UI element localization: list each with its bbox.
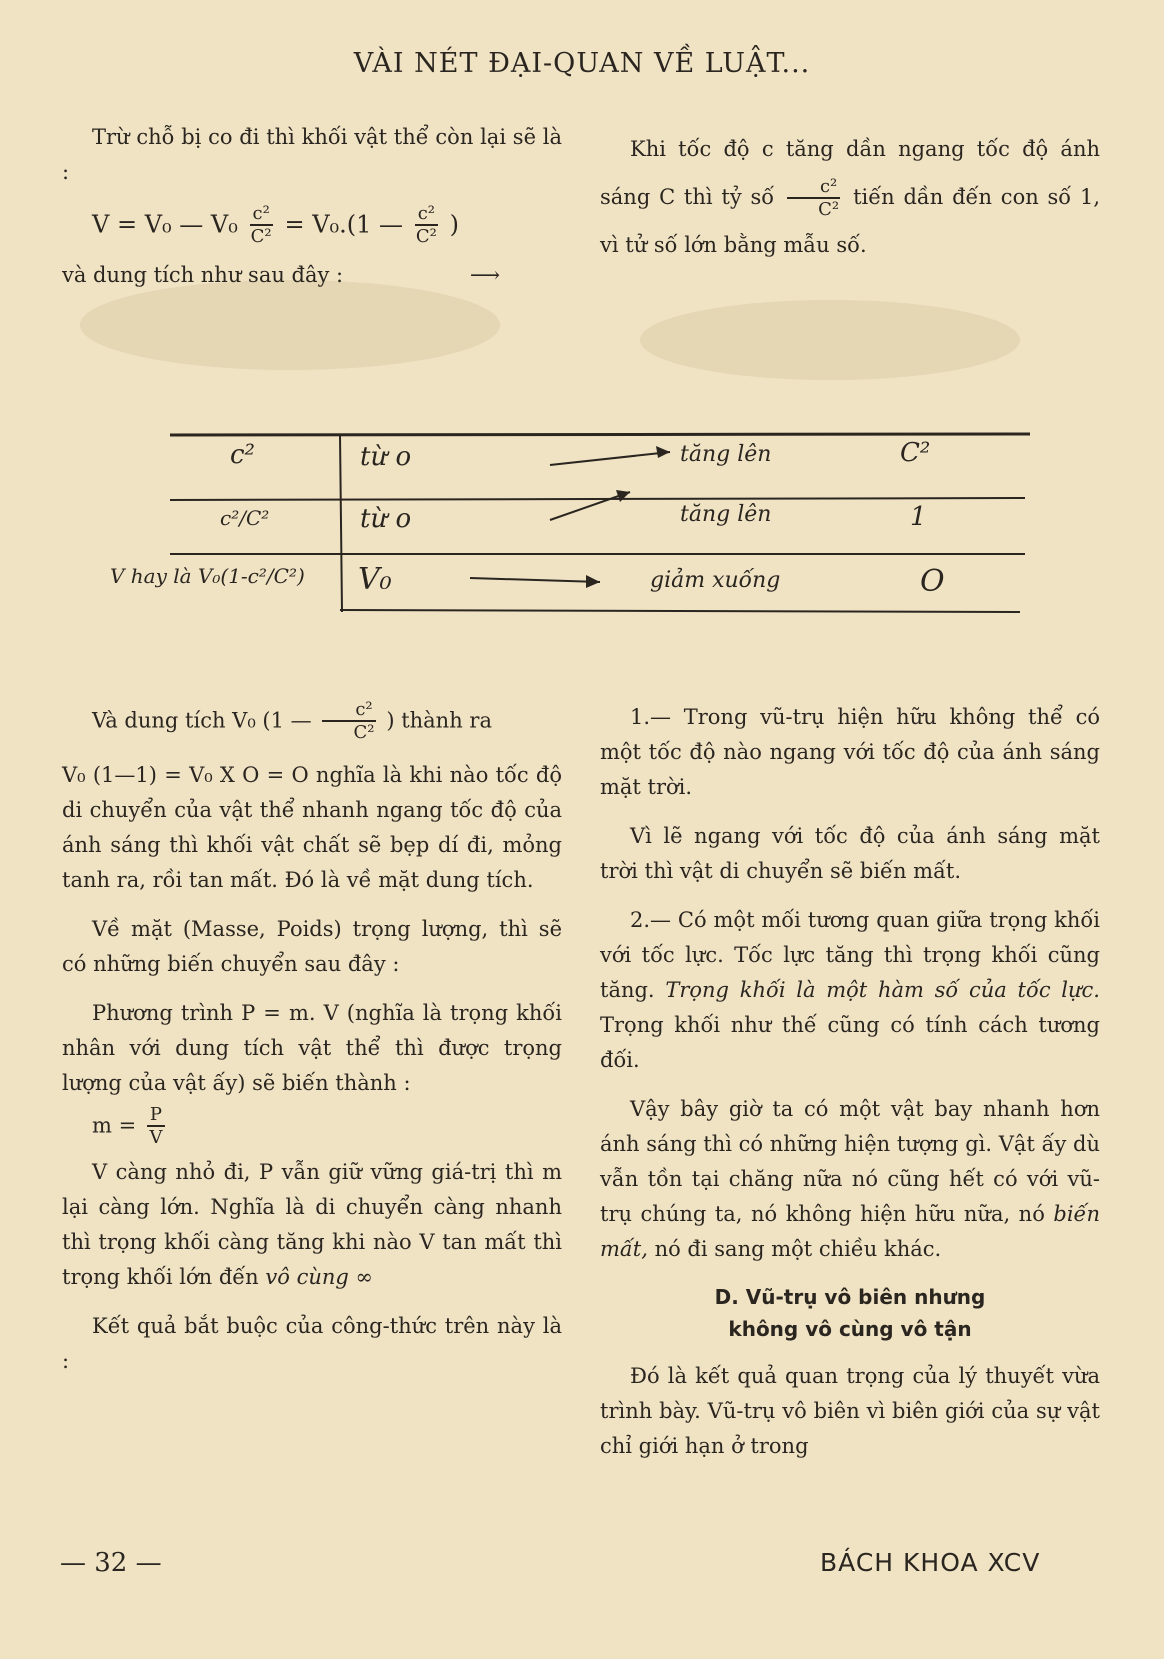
paragraph: Trừ chỗ bị co đi thì khối vật thể còn lại sẽ là : [62, 125, 562, 184]
formula-text: V = V₀ — V₀ [92, 210, 238, 239]
fraction-numerator: c² [250, 204, 273, 226]
fraction [250, 204, 273, 248]
fraction [322, 700, 375, 744]
volume-formula [92, 204, 562, 248]
fraction-denominator: C² [415, 226, 437, 247]
row-to: 1 [910, 502, 927, 532]
fraction-numerator: c² [415, 204, 438, 226]
handwritten-table [110, 430, 1040, 620]
paragraph-text: Khi tốc độ c tăng dần ngang tốc độ ánh sáng C thì tỷ số [600, 137, 1100, 209]
emphasis-text: vô cùng [265, 1265, 349, 1289]
paragraph: Về mặt (Masse, Poids) trọng lượng, thì sẽ có những biến chuyển sau đây : [62, 917, 562, 976]
formula-text: ) [449, 210, 459, 239]
paragraph [600, 1092, 1100, 1267]
paragraph-text: nó đi sang một chiều khác. [654, 1237, 942, 1261]
row-label: V hay là V₀(1-c²/C²) [110, 564, 305, 588]
paragraph [62, 700, 562, 744]
section-heading-line: không vô cùng vô tận [728, 1317, 972, 1341]
page-number: — 32 — [60, 1548, 162, 1578]
paragraph: Kết quả bắt buộc của công-thức trên này là : [62, 1314, 562, 1373]
emphasis-text: biến mất, [600, 1202, 1100, 1261]
fraction-numerator: c² [787, 177, 840, 199]
row-label: c²/C² [220, 506, 270, 530]
fraction-numerator: P [147, 1105, 165, 1127]
left-top-column [62, 120, 562, 307]
fraction-denominator: C² [250, 226, 272, 247]
row-change: tăng lên [680, 442, 772, 467]
section-heading-line: D. Vũ-trụ vô biên nhưng [714, 1285, 986, 1309]
right-bottom-column [600, 700, 1100, 1478]
paragraph-text: và dung tích như sau đây : [62, 263, 344, 287]
fraction [415, 204, 438, 248]
fraction-denominator: C² [818, 198, 840, 220]
formula-text: m = [92, 1113, 137, 1138]
infinity-symbol: ∞ [355, 1265, 374, 1289]
paragraph [62, 1155, 562, 1295]
mass-formula [92, 1105, 562, 1149]
row-from: từ o [360, 442, 412, 472]
left-bottom-column [62, 700, 562, 1393]
page-header: VÀI NÉT ĐẠI-QUAN VỀ LUẬT... [353, 48, 811, 79]
row-from: từ o [360, 504, 412, 534]
row-label: c² [230, 440, 255, 470]
paragraph [600, 903, 1100, 1078]
fraction [787, 177, 840, 221]
row-to: O [920, 564, 945, 599]
emphasis-text: Trọng khối là một hàm số của tốc lực. [665, 978, 1100, 1002]
section-heading [600, 1281, 1100, 1345]
paragraph [62, 258, 562, 293]
paragraph-text: Vậy bây giờ ta có một vật bay nhanh hơn ánh sáng thì có những hiện tượng gì. Vật ấy dù vẫn tồn tại chăng nữa nó cũng hết có với vũ-trụ chúng ta, nó không hiện hữu nữa, nó [600, 1097, 1100, 1226]
paragraph-text: V càng nhỏ đi, P vẫn giữ vững giá-trị thì m lại càng lớn. Nghĩa là di chuyển càng nhanh thì trọng khối càng tăng khi nào V tan mất thì trọng khối lớn đến [62, 1160, 562, 1289]
fraction-denominator: V [149, 1127, 163, 1148]
paragraph-text: ) thành ra [386, 708, 492, 733]
paragraph-text: Trọng khối như thế cũng có tính cách tương đối. [600, 1013, 1100, 1072]
paragraph: Phương trình P = m. V (nghĩa là trọng khối nhân với dung tích vật thể thì được trọng lượng của vật ấy) sẽ biến thành : [62, 1001, 562, 1095]
paper-stain [640, 300, 1020, 380]
fraction-numerator: c² [322, 700, 375, 722]
right-top-column [600, 125, 1100, 283]
paragraph-text: 2.— Có một mối tương quan giữa trọng khối với tốc lực. Tốc lực tăng thì trọng khối cũng tăng. [600, 908, 1100, 1002]
publication-name: BÁCH KHOA XCV [820, 1548, 1041, 1577]
paragraph: Vì lẽ ngang với tốc độ của ánh sáng mặt trời thì vật di chuyển sẽ biến mất. [600, 824, 1100, 883]
paragraph: V₀ (1—1) = V₀ X O = O nghĩa là khi nào tốc độ di chuyển của vật thể nhanh ngang tốc độ của ánh sáng thì khối vật chất sẽ bẹp dí đi, mỏng tanh ra, rồi tan mất. Đó là về mặt dung tích. [62, 763, 562, 892]
paragraph-text: tiến dần đến con số 1, vì tử số lớn bằng mẫu số. [600, 185, 1100, 257]
paragraph: 1.— Trong vũ-trụ hiện hữu không thể có một tốc độ nào ngang với tốc độ của ánh sáng mặt trời. [600, 705, 1100, 799]
fraction [147, 1105, 165, 1149]
row-from: V₀ [358, 562, 392, 597]
row-change: tăng lên [680, 502, 772, 527]
paragraph: Đó là kết quả quan trọng của lý thuyết vừa trình bày. Vũ-trụ vô biên vì biên giới của sự vật chỉ giới hạn ở trong [600, 1364, 1100, 1458]
formula-text: = V₀.(1 — [284, 210, 404, 239]
fraction-denominator: C² [353, 722, 375, 743]
row-to: C² [900, 438, 931, 468]
right-arrow-icon: ⟶ [469, 263, 500, 287]
paragraph [600, 125, 1100, 269]
row-change: giảm xuống [650, 568, 781, 593]
paragraph-text: Và dung tích V₀ (1 — [92, 708, 312, 733]
